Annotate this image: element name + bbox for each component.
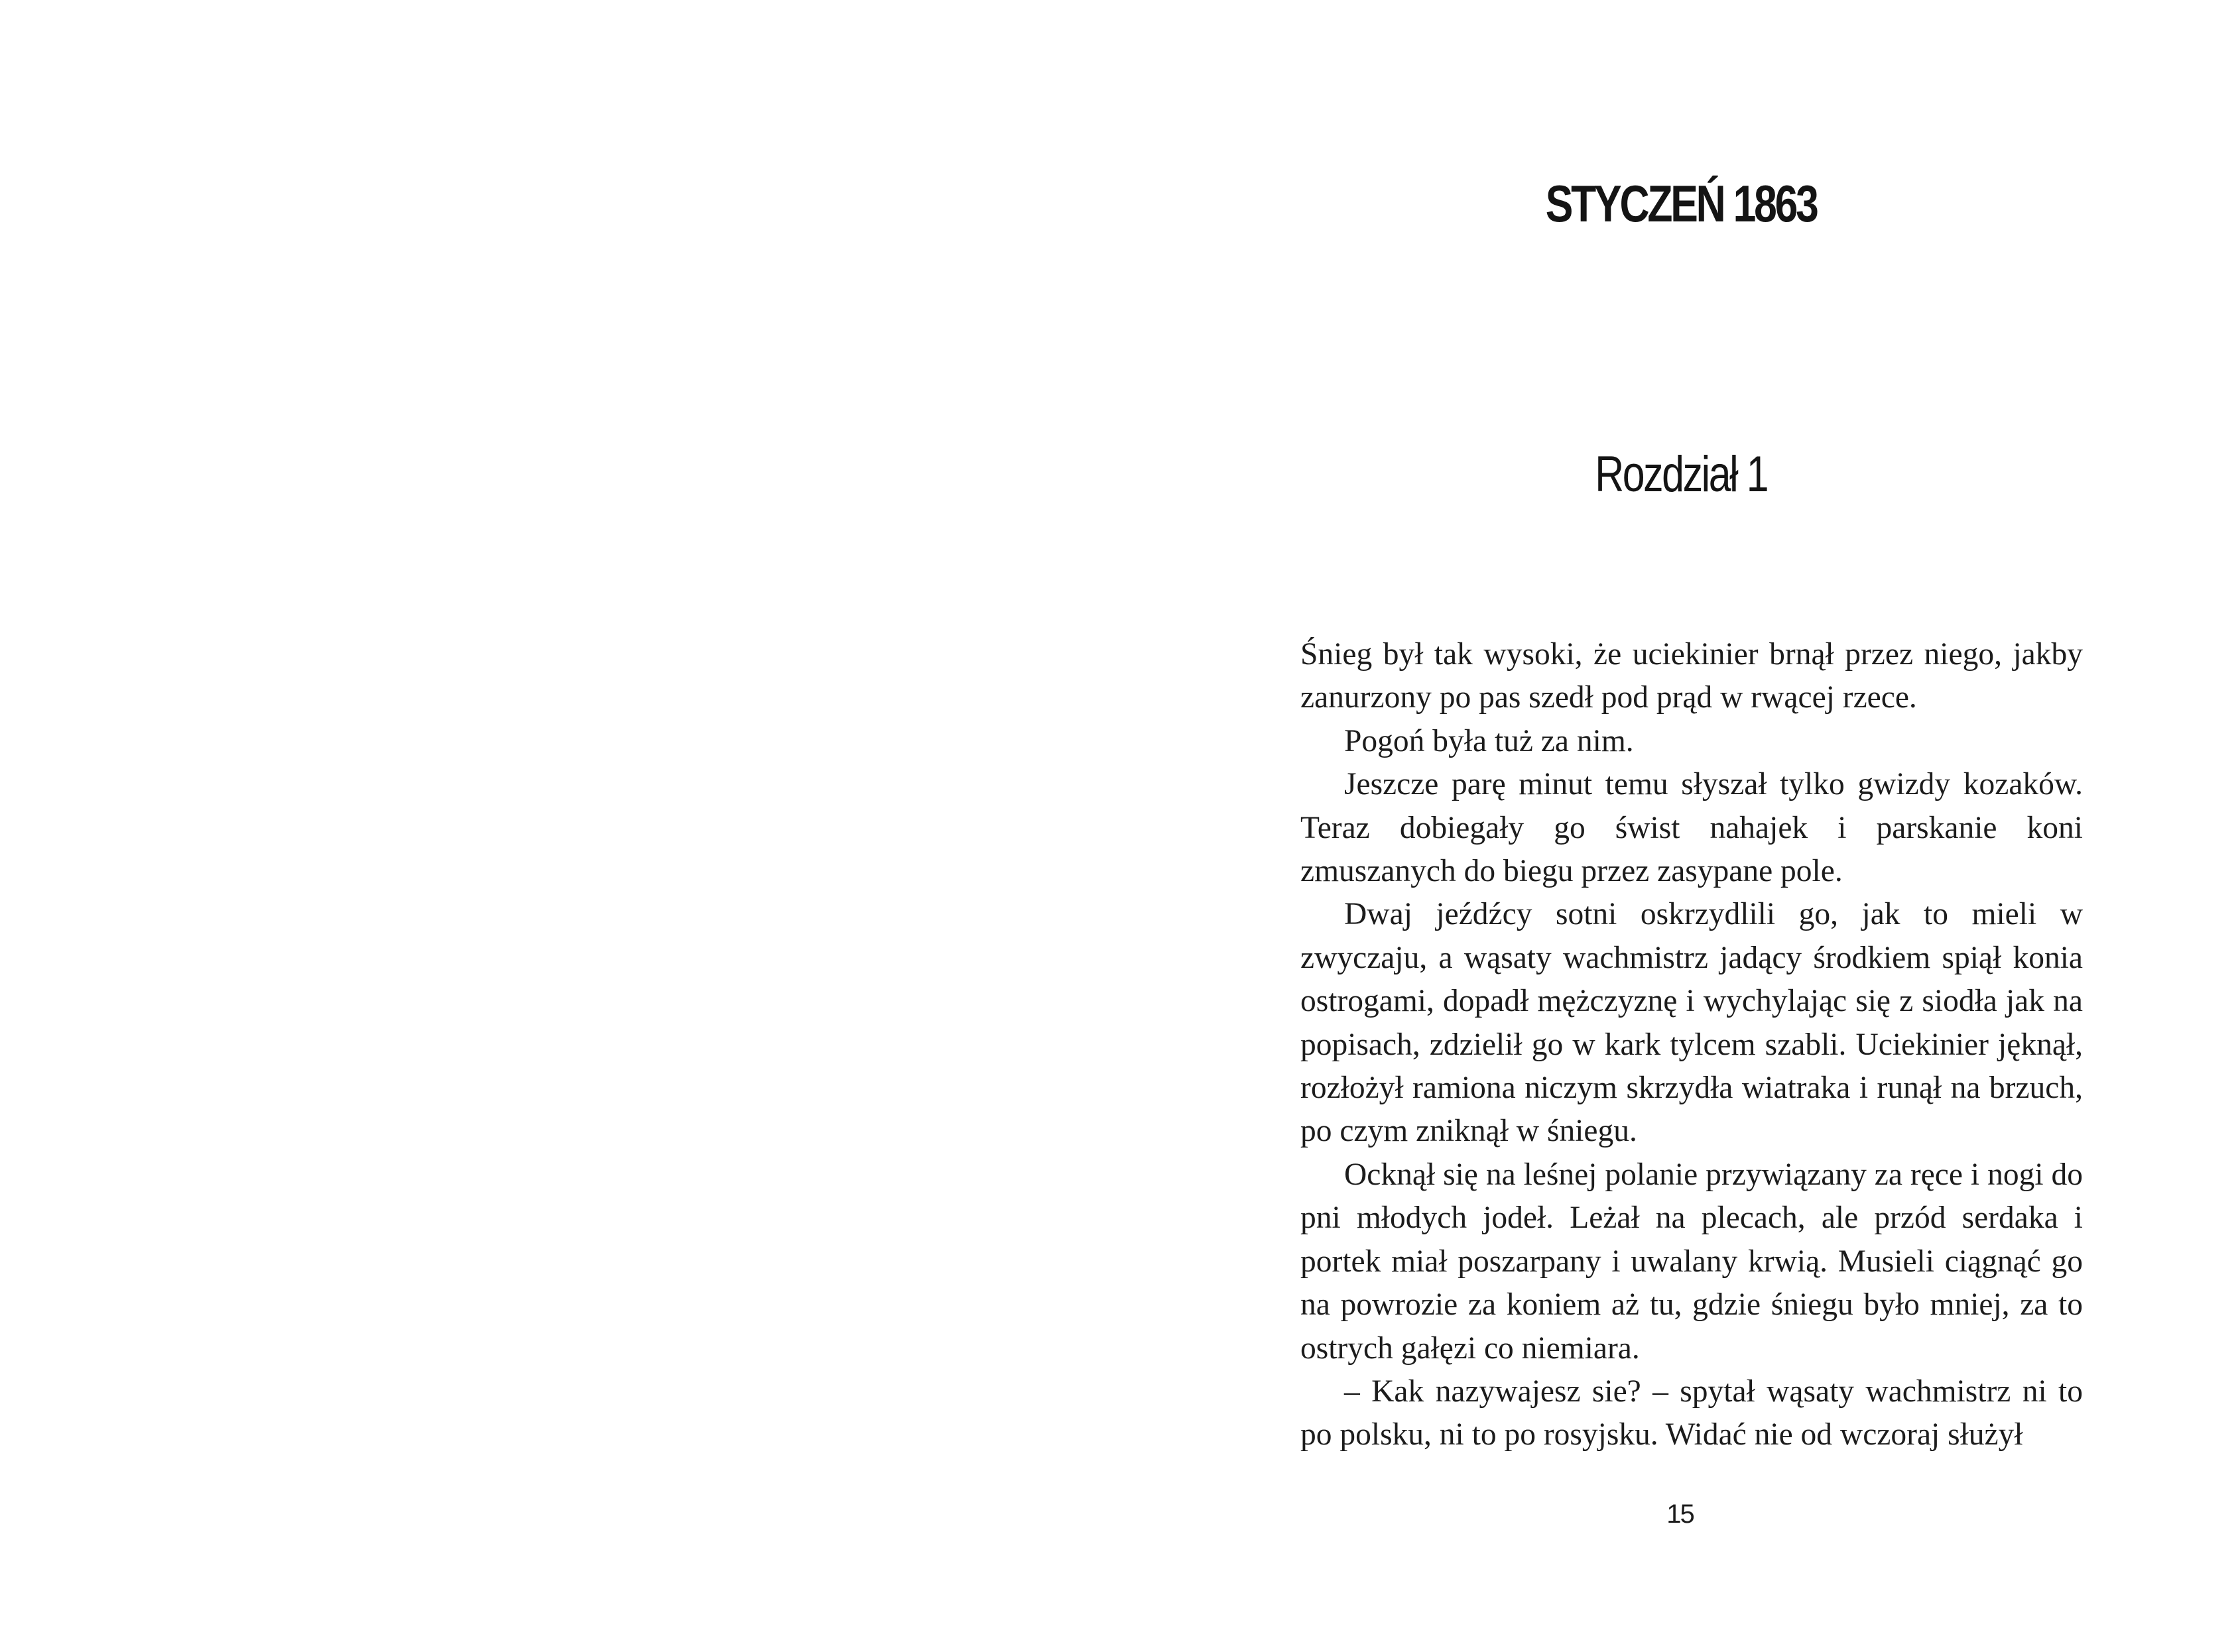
page-number: 15: [1666, 1500, 1694, 1529]
right-page: [1120, 0, 2240, 1652]
paragraph: – Kak nazywajesz sie? – spytał wąsaty wachmistrz ni to po polsku, ni to po rosyjsku. Widać nie od wczoraj służył: [1300, 1374, 2083, 1452]
paragraph: Dwaj jeźdźcy sotni oskrzydlili go, jak to mieli w zwyczaju, a wąsaty wachmistrz jadący środkiem spiął konia ostrogami, dopadł mężczyznę i wychylając się z siodła jak na popisach, zdzielił go w kark tylcem szabli. Uciekinier jęknął, rozłożył ramiona niczym skrzydła wiatraka i runął na brzuch, po czym zniknął w śniegu.: [1300, 897, 2083, 1149]
paragraph: Pogoń była tuż za nim.: [1344, 723, 1634, 758]
chapter-body-text: [1300, 633, 2083, 1457]
paragraph: Jeszcze parę minut temu słyszał tylko gwizdy kozaków. Teraz dobiegały go świst nahajek i parskanie koni zmuszanych do biegu przez zasypane pole.: [1300, 767, 2083, 889]
paragraph: Ocknął się na leśnej polanie przywiązany za ręce i nogi do pni młodych jodeł. Leżał na plecach, ale przód serdaka i portek miał poszarpany i uwalany krwią. Musieli ciągnąć go na powrozie za koniem aż tu, gdzie śniegu było mniej, za to ostrych gałęzi co niemiara.: [1300, 1157, 2083, 1366]
part-title: STYCZEŃ 1863: [1545, 174, 1817, 233]
paragraph: Śnieg był tak wysoki, że uciekinier brnął przez niego, jakby zanurzony po pas szedł pod prąd w rwącej rzece.: [1300, 637, 2083, 715]
chapter-title: Rozdział 1: [1595, 446, 1768, 502]
